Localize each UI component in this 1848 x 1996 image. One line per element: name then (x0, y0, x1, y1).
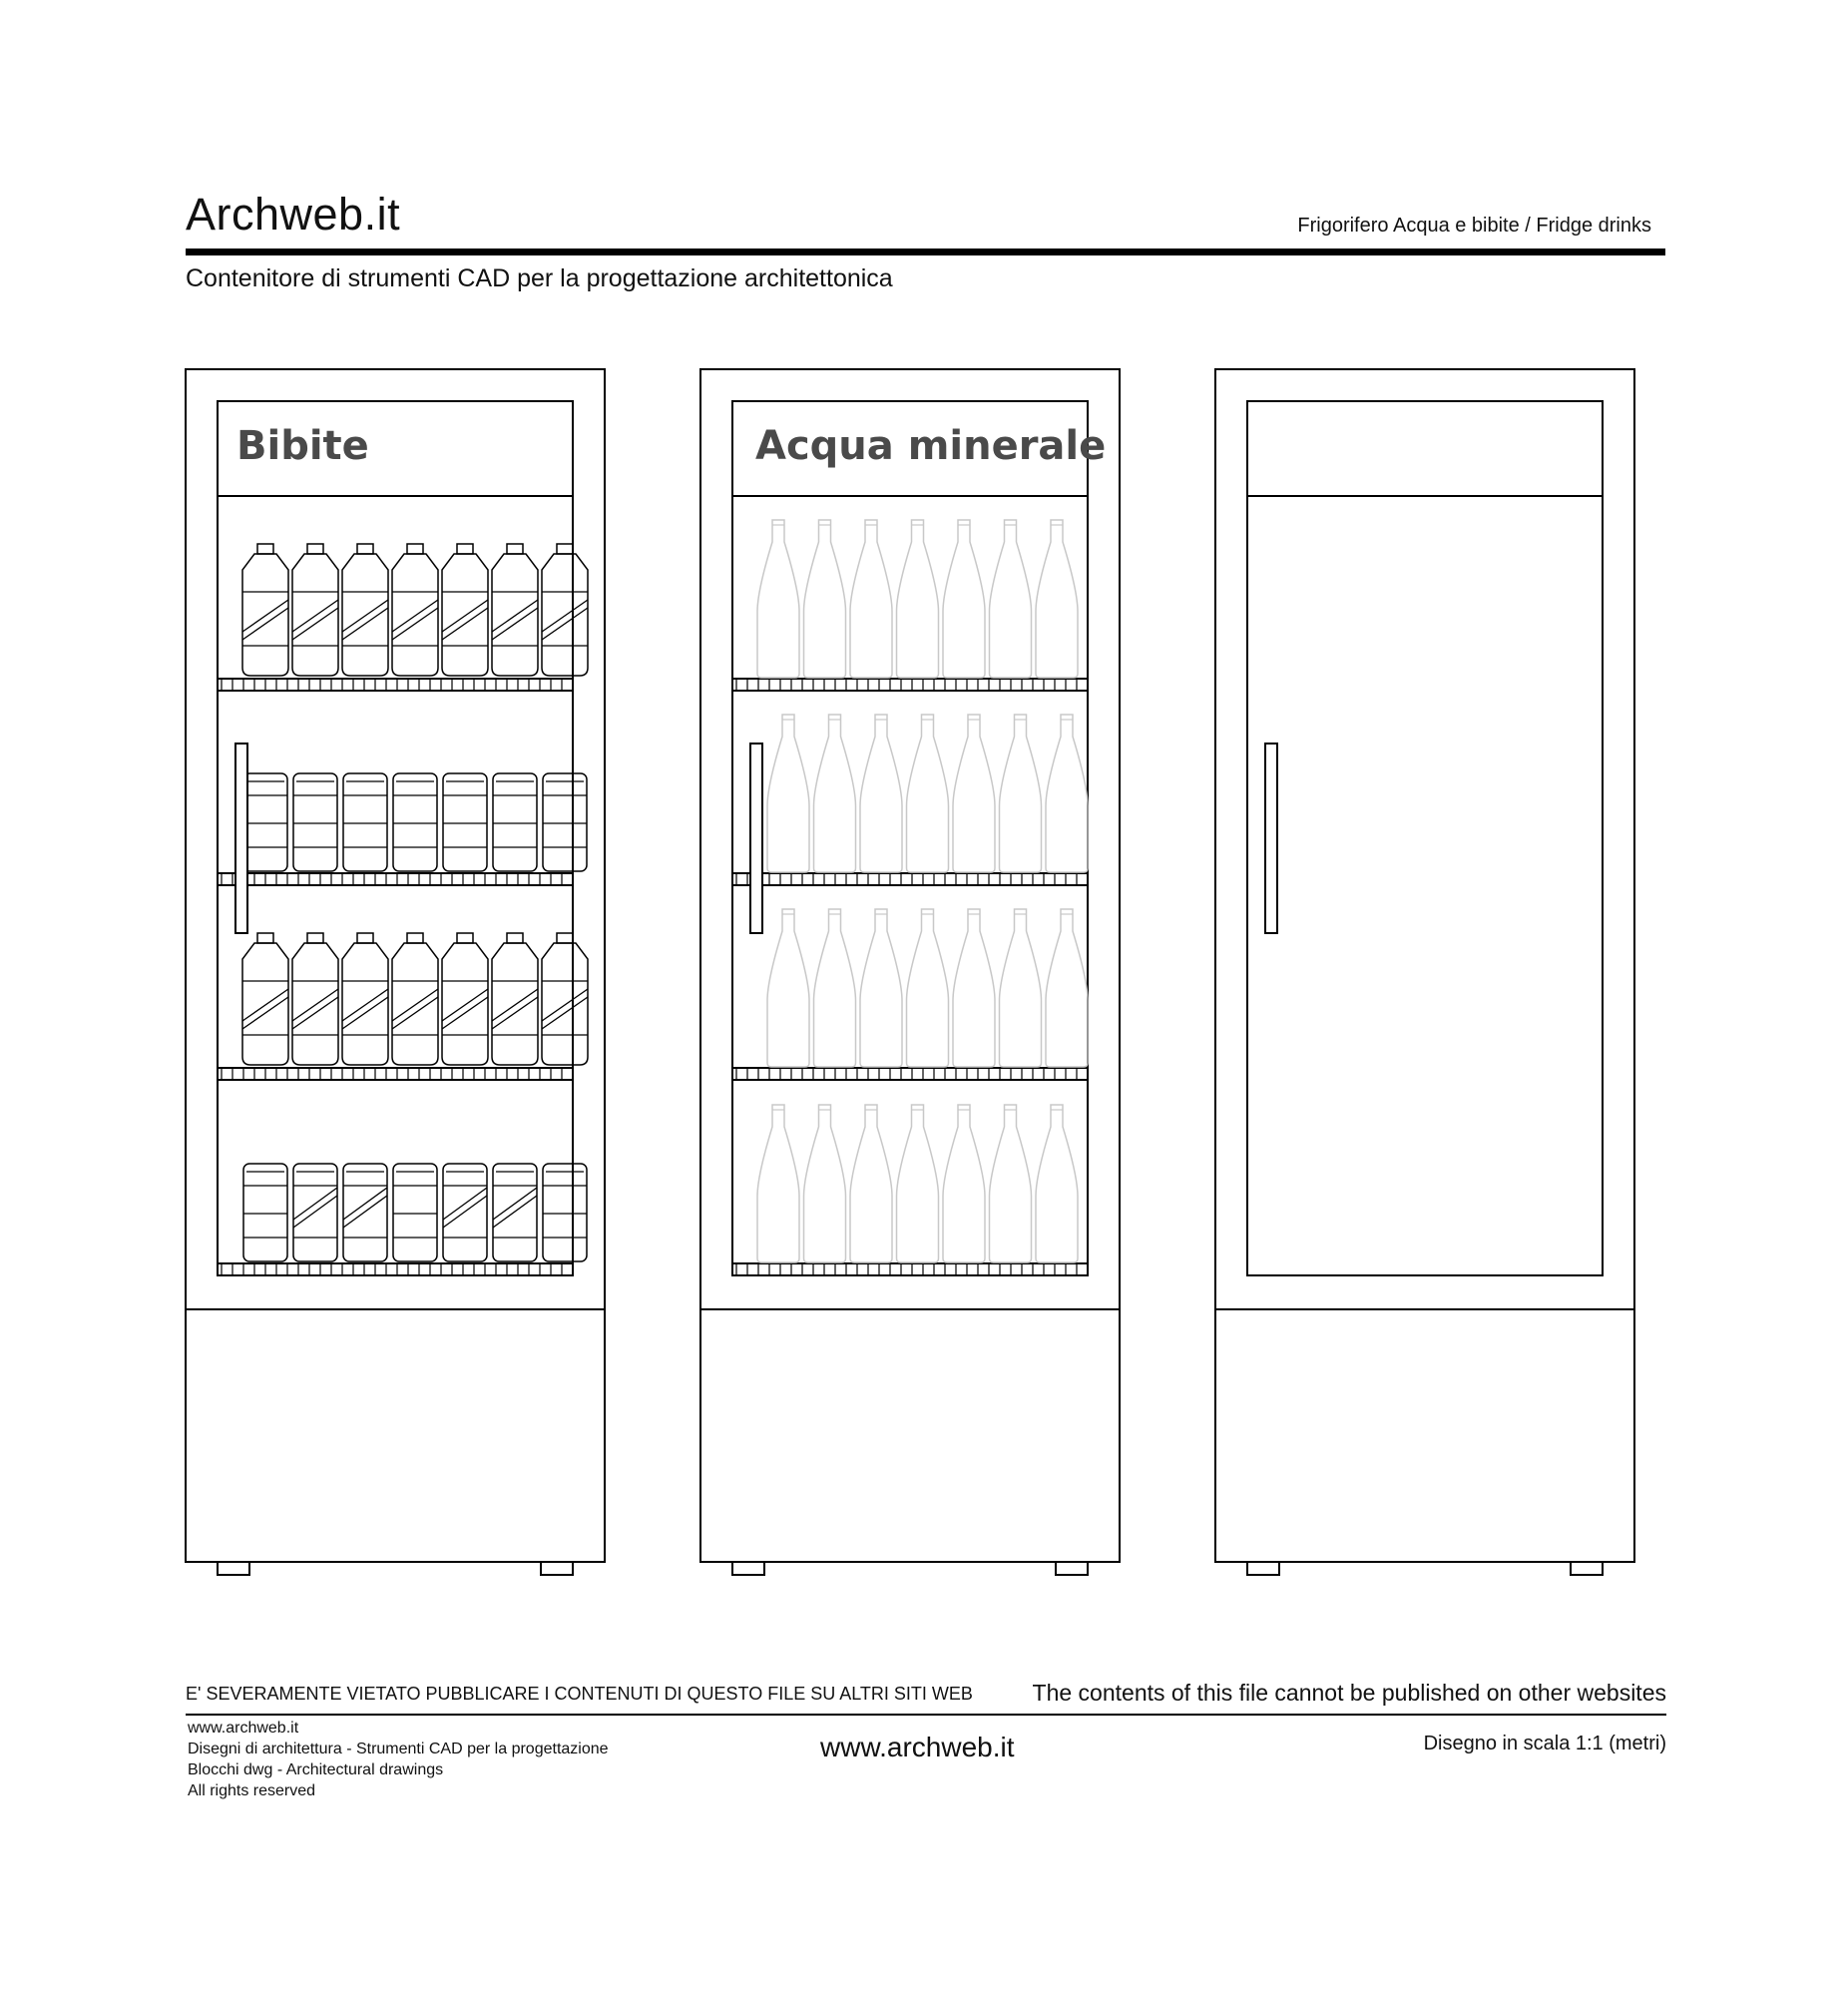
water-bottle (907, 715, 949, 872)
can-stripe (343, 1196, 387, 1228)
water-bottle (943, 1105, 985, 1262)
bottle-cap (507, 933, 523, 943)
water-bottle (1036, 520, 1078, 678)
fridge-closed (1215, 369, 1634, 1575)
label-stripe (542, 608, 588, 640)
water-bottle (767, 715, 809, 872)
bottle-body (542, 554, 588, 676)
can-body (343, 773, 387, 871)
can-stripe (293, 1188, 337, 1220)
drink-can (543, 773, 587, 871)
bottle-cap (257, 544, 273, 554)
shelf-rack (218, 873, 573, 885)
label-stripe (242, 997, 288, 1029)
sign-label-bibite: Bibite (236, 423, 369, 469)
label-stripe (442, 600, 488, 632)
label-stripe (292, 997, 338, 1029)
drink-can (543, 1164, 587, 1261)
plastic-bottle (342, 544, 388, 676)
water-bottle (1036, 1105, 1078, 1262)
label-stripe (542, 600, 588, 632)
bottle-body (292, 554, 338, 676)
copyright-notice-en: The contents of this file cannot be published on other websites (1032, 1680, 1666, 1706)
bottle-body (342, 943, 388, 1065)
label-stripe (242, 600, 288, 632)
fridge-foot (732, 1562, 764, 1575)
shelf-rack (218, 679, 573, 691)
bottle-cap (357, 544, 373, 554)
plastic-bottle (292, 544, 338, 676)
water-bottle (990, 520, 1032, 678)
label-stripe (292, 989, 338, 1021)
door-panel (218, 401, 573, 1275)
bottle-cap (507, 544, 523, 554)
fridge-foot (1247, 1562, 1279, 1575)
drink-can (443, 773, 487, 871)
label-stripe (242, 608, 288, 640)
footer-line-2: Disegni di architettura - Strumenti CAD per la progettazione (188, 1741, 609, 1757)
plastic-bottle (242, 933, 288, 1065)
can-body (493, 773, 537, 871)
label-stripe (442, 989, 488, 1021)
can-stripe (343, 1188, 387, 1220)
label-stripe (542, 997, 588, 1029)
label-stripe (492, 989, 538, 1021)
drink-can (343, 1164, 387, 1261)
bottle-cap (307, 544, 323, 554)
drink-can (293, 773, 337, 871)
fridge-drinks (186, 369, 605, 1575)
label-stripe (392, 600, 438, 632)
label-stripe (492, 997, 538, 1029)
can-stripe (443, 1188, 487, 1220)
bottle-cap (457, 933, 473, 943)
can-stripe (493, 1188, 537, 1220)
drink-can (443, 1164, 487, 1261)
label-stripe (492, 608, 538, 640)
bottle-cap (307, 933, 323, 943)
plastic-bottle (392, 544, 438, 676)
bottle-cap (257, 933, 273, 943)
bottle-body (492, 554, 538, 676)
plastic-bottle (442, 933, 488, 1065)
can-body (393, 1164, 437, 1261)
fridge-cabinet (1215, 369, 1634, 1562)
shelf-rack (732, 1263, 1088, 1275)
water-bottle (850, 520, 892, 678)
label-stripe (342, 989, 388, 1021)
can-body (493, 1164, 537, 1261)
copyright-notice-it: E' SEVERAMENTE VIETATO PUBBLICARE I CONTENUTI DI QUESTO FILE SU ALTRI SITI WEB (186, 1684, 973, 1704)
can-body (243, 773, 287, 871)
footer-line-1: www.archweb.it (188, 1720, 299, 1737)
label-stripe (242, 989, 288, 1021)
bottle-body (242, 554, 288, 676)
footer-line-4: All rights reserved (188, 1782, 316, 1799)
label-stripe (492, 600, 538, 632)
can-stripe (293, 1196, 337, 1228)
water-bottle (990, 1105, 1032, 1262)
bottle-body (542, 943, 588, 1065)
bottle-cap (557, 933, 573, 943)
door-handle (1265, 744, 1277, 933)
door-handle (235, 744, 247, 933)
water-bottle (804, 520, 846, 678)
can-body (393, 773, 437, 871)
can-body (443, 773, 487, 871)
water-bottle (907, 909, 949, 1067)
drink-can (393, 1164, 437, 1261)
bottle-cap (457, 544, 473, 554)
bottle-body (492, 943, 538, 1065)
drink-can (493, 1164, 537, 1261)
can-body (543, 1164, 587, 1261)
fridge-water (700, 369, 1120, 1575)
water-bottle (1000, 715, 1042, 872)
sign-label-acqua: Acqua minerale (755, 423, 1107, 469)
bottle-cap (557, 544, 573, 554)
plastic-bottle (492, 933, 538, 1065)
bottle-cap (407, 933, 423, 943)
water-bottle (897, 520, 939, 678)
water-bottle (850, 1105, 892, 1262)
bottle-body (392, 554, 438, 676)
label-stripe (342, 600, 388, 632)
water-bottle (1046, 909, 1088, 1067)
fridge-foot (541, 1562, 573, 1575)
bottle-cap (357, 933, 373, 943)
water-bottle (757, 520, 799, 678)
bottle-body (442, 554, 488, 676)
water-bottle (953, 715, 995, 872)
shelf-rack (218, 1068, 573, 1080)
label-stripe (542, 989, 588, 1021)
shelf-rack (732, 679, 1088, 691)
drink-can (343, 773, 387, 871)
drink-can (493, 773, 537, 871)
label-stripe (392, 608, 438, 640)
water-bottle (814, 909, 856, 1067)
bottle-body (242, 943, 288, 1065)
plastic-bottle (492, 544, 538, 676)
water-bottle (1046, 715, 1088, 872)
label-stripe (442, 608, 488, 640)
drink-can (243, 1164, 287, 1261)
water-bottle (860, 909, 902, 1067)
plastic-bottle (542, 933, 588, 1065)
drink-can (243, 773, 287, 871)
can-body (243, 1164, 287, 1261)
bottle-body (292, 943, 338, 1065)
can-body (543, 773, 587, 871)
can-body (293, 1164, 337, 1261)
plastic-bottle (542, 544, 588, 676)
plastic-bottle (442, 544, 488, 676)
drawing-title: Frigorifero Acqua e bibite / Fridge drinks (1297, 215, 1651, 237)
can-body (293, 773, 337, 871)
water-bottle (767, 909, 809, 1067)
footer-line-3: Blocchi dwg - Architectural drawings (188, 1761, 444, 1778)
drink-can (293, 1164, 337, 1261)
door-handle (750, 744, 762, 933)
shelf-rack (732, 1068, 1088, 1080)
bottle-body (342, 554, 388, 676)
door-panel (732, 401, 1088, 1275)
water-bottle (860, 715, 902, 872)
can-stripe (443, 1196, 487, 1228)
can-stripe (493, 1196, 537, 1228)
label-stripe (292, 608, 338, 640)
can-body (443, 1164, 487, 1261)
subtitle: Contenitore di strumenti CAD per la progettazione architettonica (186, 264, 893, 292)
label-stripe (392, 997, 438, 1029)
fridge-foot (218, 1562, 249, 1575)
footer-url: www.archweb.it (820, 1732, 1015, 1762)
scale-note: Disegno in scala 1:1 (metri) (1423, 1733, 1666, 1754)
label-stripe (442, 997, 488, 1029)
bottle-body (442, 943, 488, 1065)
plastic-bottle (292, 933, 338, 1065)
water-bottle (757, 1105, 799, 1262)
plastic-bottle (242, 544, 288, 676)
label-stripe (342, 608, 388, 640)
drink-can (393, 773, 437, 871)
water-bottle (953, 909, 995, 1067)
fridge-foot (1056, 1562, 1088, 1575)
water-bottle (1000, 909, 1042, 1067)
plastic-bottle (392, 933, 438, 1065)
water-bottle (897, 1105, 939, 1262)
water-bottle (804, 1105, 846, 1262)
fridge-foot (1571, 1562, 1603, 1575)
water-bottle (943, 520, 985, 678)
can-body (343, 1164, 387, 1261)
label-stripe (342, 997, 388, 1029)
plastic-bottle (342, 933, 388, 1065)
door-panel (1247, 401, 1603, 1275)
shelf-rack (218, 1263, 573, 1275)
bottle-cap (407, 544, 423, 554)
brand-logo: Archweb.it (186, 189, 401, 240)
label-stripe (292, 600, 338, 632)
water-bottle (814, 715, 856, 872)
footer-rule (186, 1714, 1666, 1716)
bottle-body (392, 943, 438, 1065)
label-stripe (392, 989, 438, 1021)
shelf-rack (732, 873, 1088, 885)
